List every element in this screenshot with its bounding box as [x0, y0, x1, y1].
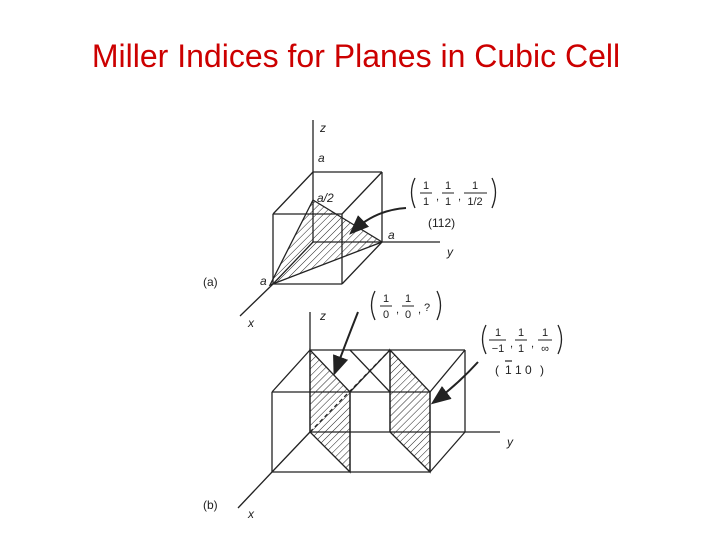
svg-text:,: , — [458, 191, 462, 203]
svg-text:,: , — [510, 338, 514, 350]
axis-x-label-b: x — [248, 507, 254, 521]
svg-text:,: , — [531, 338, 535, 350]
plane-1-10 — [390, 350, 430, 472]
frac-b-r-1-den: −1 — [491, 343, 505, 355]
fraction-expression-b-right — [483, 325, 562, 355]
pointer-arrow-b-left — [335, 312, 358, 372]
indices-112: (112) — [428, 216, 456, 230]
frac-b-l-2-den: 0 — [404, 309, 412, 321]
axis-x-label-a: x — [248, 316, 254, 330]
frac-b-l-2-num: 1 — [404, 293, 412, 305]
svg-text:,: , — [436, 191, 440, 203]
slide-title: Miller Indices for Planes in Cubic Cell — [91, 38, 621, 74]
indices-1-10 — [495, 361, 544, 377]
x-axis-a — [240, 284, 273, 316]
frac-b-r-3-num: 1 — [541, 327, 549, 339]
frac-b-r-3-den: ∞ — [541, 343, 549, 355]
part-a-label: (a) — [203, 275, 218, 289]
fraction-expression-b-left — [372, 291, 441, 321]
fraction-expression-a — [412, 178, 496, 208]
indices-bar-digit: 1 — [505, 363, 512, 377]
frac-b-r-1-num: 1 — [494, 327, 502, 339]
part-b-label: (b) — [203, 498, 218, 512]
tick-z-half-label: a/2 — [317, 191, 334, 205]
cube-a — [270, 172, 382, 285]
x-axis-b — [238, 472, 272, 508]
svg-text:,: , — [418, 304, 422, 316]
frac-b-l-1-den: 0 — [382, 309, 390, 321]
frac-a-1-den: 1 — [422, 196, 430, 208]
frac-b-l-1-num: 1 — [382, 293, 390, 305]
frac-b-r-2-den: 1 — [517, 343, 525, 355]
svg-text:(: ( — [495, 363, 499, 377]
frac-a-2-den: 1 — [444, 196, 452, 208]
tick-x-a-label: a — [260, 274, 267, 288]
svg-text:): ) — [540, 363, 544, 377]
tick-z-a-label: a — [318, 151, 325, 165]
frac-b-l-tail: ? — [424, 302, 431, 314]
indices-rest: 1 0 — [515, 363, 532, 377]
axis-z-label-b: z — [320, 309, 326, 323]
frac-a-2-num: 1 — [444, 180, 452, 192]
axis-y-label-a: y — [447, 245, 453, 259]
axes-b — [238, 312, 500, 508]
svg-text:,: , — [396, 304, 400, 316]
frac-a-3-den: 1/2 — [467, 196, 483, 208]
pointer-arrow-b-right — [434, 362, 478, 402]
double-cube-b — [272, 350, 465, 472]
frac-a-1-num: 1 — [422, 180, 430, 192]
axis-z-label-a: z — [320, 121, 326, 135]
frac-a-3-num: 1 — [471, 180, 479, 192]
axis-y-label-b: y — [507, 435, 513, 449]
tick-y-a-label: a — [388, 228, 395, 242]
frac-b-r-2-num: 1 — [517, 327, 525, 339]
